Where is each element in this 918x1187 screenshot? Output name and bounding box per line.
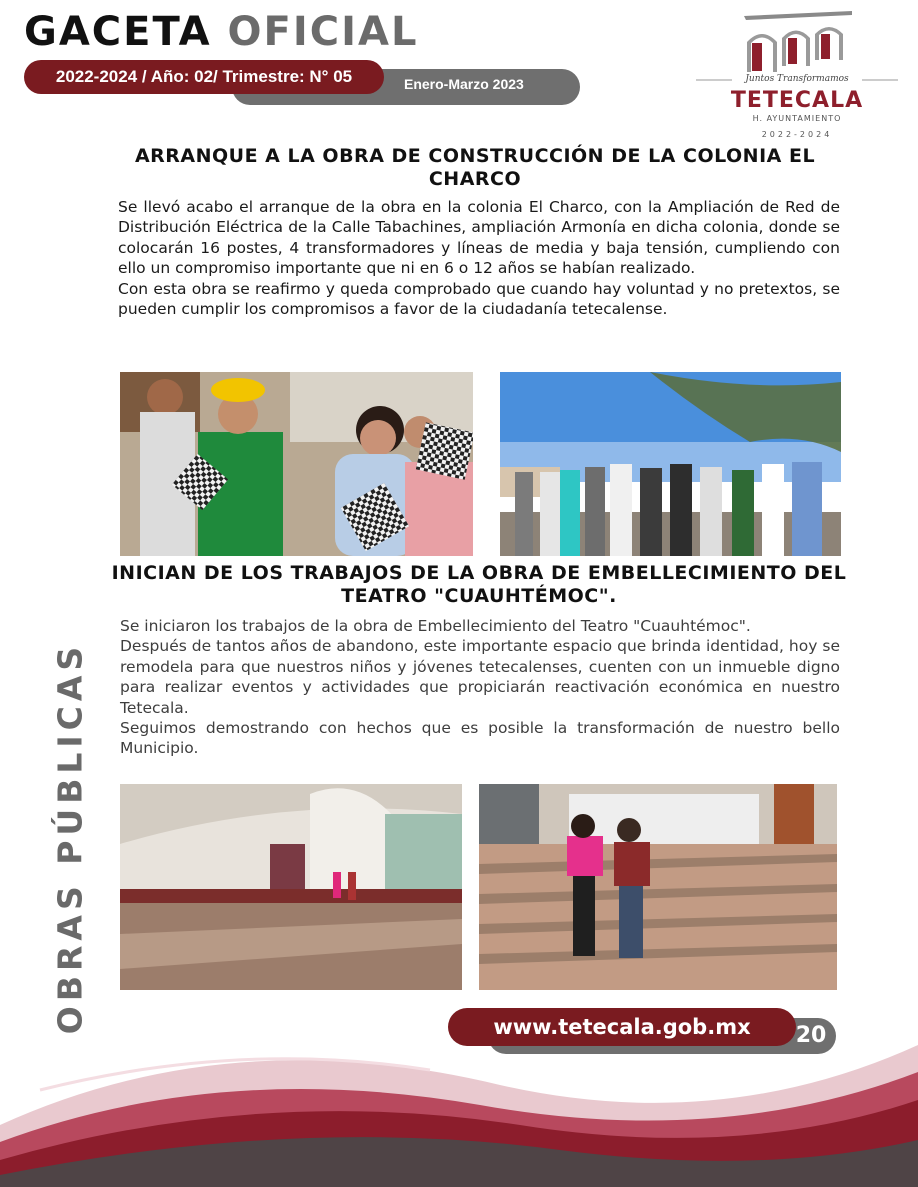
photo-theater-interior <box>120 784 462 990</box>
gazette-title <box>24 8 418 56</box>
logo-name: TETECALA <box>730 88 864 113</box>
logo-subtitle: H. AYUNTAMIENTO <box>752 114 842 123</box>
article-1-headline: ARRANQUE A LA OBRA DE CONSTRUCCIÓN DE LA COLONIA EL CHARCO <box>134 145 816 190</box>
gazette-title-word-1: GACETA <box>24 9 212 55</box>
article-1-paragraph: Se llevó acabo el arranque de la obra en la colonia El Charco, con la Ampliación de Red de Distribución Eléctrica de la Calle Tabachines, ampliación Armonía en dicha colonia, donde se colocarán 16 postes, 4 transformadores y líneas de media y baja tensión, cumpliendo con ello un compromiso importante que ni en 6 o 12 años se habían realizado. <box>118 198 840 278</box>
article-2-paragraph: Se iniciaron los trabajos de la obra de Embellecimiento del Teatro "Cuauhtémoc". <box>120 617 751 635</box>
article-2-headline: INICIAN DE LOS TRABAJOS DE LA OBRA DE EMBELLECIMIENTO DEL TEATRO "CUAUHTÉMOC". <box>111 562 847 607</box>
logo-tagline: Juntos Transformamos <box>745 74 849 84</box>
article-2-paragraph: Después de tantos años de abandono, este importante espacio que brinda identidad, hoy se remodela para que nuestros niños y jóvenes tetecalenses, cuenten con un inmueble digno para realizar eventos y actividades que propiciarán reactivación económica en nuestro Tetecala. <box>120 637 840 717</box>
photo-floor-inspection <box>479 784 837 990</box>
photo-group-outdoors <box>500 372 841 556</box>
article-2-body <box>120 616 840 759</box>
photo-ceremony-flags <box>120 372 473 556</box>
website-link[interactable]: www.tetecala.gob.mx <box>448 1008 796 1046</box>
gazette-title-word-2: OFICIAL <box>227 9 419 55</box>
logo-years: 2022-2024 <box>761 130 833 139</box>
section-label: OBRAS PÚBLICAS <box>50 641 90 1035</box>
edition-label: 2022-2024 / Año: 02/ Trimestre: N° 05 <box>24 60 384 94</box>
article-2-paragraph: Seguimos demostrando con hechos que es posible la transformación de nuestro bello Municipio. <box>120 719 840 758</box>
footer-wave-decoration <box>0 1030 918 1187</box>
period-label: Enero-Marzo 2023 <box>404 76 524 92</box>
page-number: 20 <box>795 1023 827 1048</box>
article-1-body <box>118 197 840 319</box>
tetecala-logo <box>692 10 902 142</box>
article-1-paragraph: Con esta obra se reafirmo y queda comprobado que cuando hay voluntad y no pretextos, se pueden cumplir los compromisos a favor de la ciudadanía tetecalense. <box>118 279 840 319</box>
